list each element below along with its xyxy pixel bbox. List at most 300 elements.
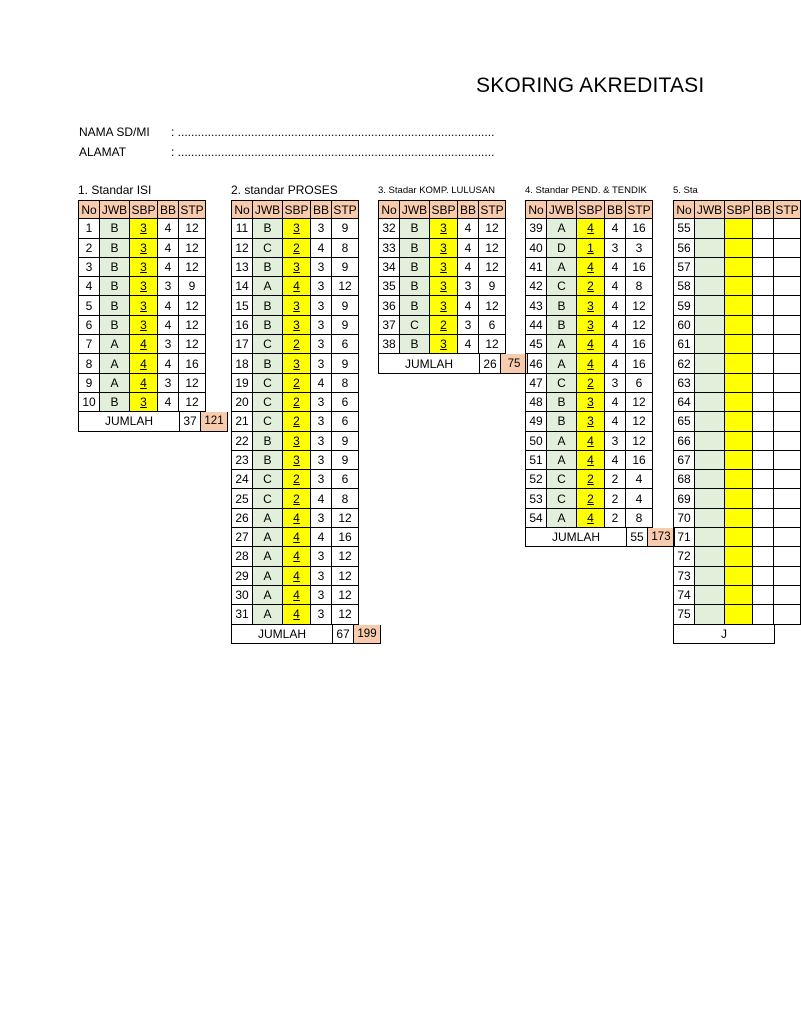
- cell-sbp: [130, 335, 158, 354]
- table-row: [525, 451, 675, 470]
- cell-sbp: [725, 489, 753, 508]
- header-row: [525, 200, 675, 219]
- cell-stp: 16: [626, 258, 653, 277]
- sbp-value: 3: [440, 298, 447, 313]
- cell-jwb: A: [253, 586, 283, 605]
- cell-stp: [774, 605, 801, 624]
- cell-sbp: [430, 335, 458, 354]
- cell-stp: 12: [479, 239, 506, 258]
- sbp-value: 2: [293, 375, 300, 390]
- jumlah-bb: 37: [180, 412, 201, 431]
- sbp-value: 2: [440, 317, 447, 332]
- cell-bb: 3: [311, 296, 332, 315]
- cell-bb: 4: [458, 335, 479, 354]
- cell-stp: 9: [179, 277, 206, 296]
- sbp-value: 3: [293, 298, 300, 313]
- cell-sbp: [283, 528, 311, 547]
- table-row: [231, 374, 381, 393]
- cell-no: 7: [78, 335, 100, 354]
- header-no: No: [378, 200, 400, 219]
- cell-sbp: [577, 509, 605, 528]
- sbp-value: 3: [140, 317, 147, 332]
- header-stp: STP: [179, 200, 206, 219]
- cell-sbp: [577, 432, 605, 451]
- cell-bb: [753, 567, 774, 586]
- score-table: [378, 200, 528, 374]
- header-stp: STP: [626, 200, 653, 219]
- table-row: [525, 219, 675, 238]
- cell-sbp: [725, 412, 753, 431]
- cell-sbp: [130, 239, 158, 258]
- sbp-value: 4: [587, 221, 594, 236]
- cell-stp: 12: [179, 316, 206, 335]
- cell-no: 32: [378, 219, 400, 238]
- section-title: 2. standar PROSES: [231, 183, 338, 197]
- sbp-value: 4: [587, 433, 594, 448]
- score-table: [78, 200, 228, 432]
- cell-stp: 12: [179, 239, 206, 258]
- sbp-value: 2: [293, 472, 300, 487]
- cell-no: 68: [673, 470, 695, 489]
- cell-bb: 3: [458, 277, 479, 296]
- cell-jwb: B: [100, 258, 130, 277]
- header-jwb: JWB: [400, 200, 430, 219]
- cell-no: 71: [673, 528, 695, 547]
- cell-bb: 3: [311, 509, 332, 528]
- jumlah-label: J: [673, 625, 775, 644]
- header-sbp: SBP: [430, 200, 458, 219]
- cell-no: 22: [231, 432, 253, 451]
- cell-no: 48: [525, 393, 547, 412]
- page-title: SKORING AKREDITASI: [476, 74, 705, 97]
- cell-bb: 3: [311, 219, 332, 238]
- cell-no: 18: [231, 354, 253, 373]
- table-row: [673, 219, 801, 238]
- cell-sbp: [283, 277, 311, 296]
- cell-no: 46: [525, 354, 547, 373]
- cell-stp: 12: [332, 586, 359, 605]
- jumlah-stp: 199: [354, 625, 381, 644]
- cell-no: 58: [673, 277, 695, 296]
- table-row: [78, 296, 228, 315]
- cell-stp: 12: [179, 393, 206, 412]
- sbp-value: 4: [587, 510, 594, 525]
- cell-jwb: B: [100, 277, 130, 296]
- table-row: [231, 393, 381, 412]
- table-row: [78, 374, 228, 393]
- header-sbp: SBP: [130, 200, 158, 219]
- sbp-value: 3: [293, 356, 300, 371]
- cell-sbp: [577, 393, 605, 412]
- cell-bb: 3: [311, 354, 332, 373]
- sbp-value: 3: [293, 317, 300, 332]
- cell-jwb: [695, 354, 725, 373]
- cell-bb: 3: [311, 547, 332, 566]
- cell-bb: [753, 489, 774, 508]
- cell-sbp: [725, 509, 753, 528]
- cell-no: 23: [231, 451, 253, 470]
- cell-jwb: A: [100, 335, 130, 354]
- table-row: [378, 239, 528, 258]
- jumlah-bb: 26: [480, 354, 501, 373]
- cell-stp: 4: [626, 489, 653, 508]
- cell-stp: 12: [479, 219, 506, 238]
- cell-bb: 4: [458, 296, 479, 315]
- sbp-value: 4: [293, 588, 300, 603]
- sbp-value: 2: [587, 279, 594, 294]
- cell-jwb: C: [547, 374, 577, 393]
- cell-bb: 3: [311, 258, 332, 277]
- cell-bb: [753, 219, 774, 238]
- cell-jwb: [695, 277, 725, 296]
- cell-no: 57: [673, 258, 695, 277]
- cell-stp: 9: [332, 219, 359, 238]
- cell-jwb: B: [400, 277, 430, 296]
- cell-jwb: A: [547, 451, 577, 470]
- cell-jwb: B: [400, 258, 430, 277]
- sbp-value: 3: [587, 395, 594, 410]
- sbp-value: 3: [140, 395, 147, 410]
- header-jwb: JWB: [547, 200, 577, 219]
- header-bb: BB: [458, 200, 479, 219]
- table-row: [231, 470, 381, 489]
- cell-bb: 4: [158, 258, 179, 277]
- cell-bb: 4: [605, 316, 626, 335]
- cell-no: 29: [231, 567, 253, 586]
- sbp-value: 2: [293, 414, 300, 429]
- table-row: [525, 335, 675, 354]
- cell-bb: [753, 316, 774, 335]
- cell-jwb: [695, 547, 725, 566]
- sbp-value: 3: [140, 279, 147, 294]
- cell-no: 33: [378, 239, 400, 258]
- table-row: [525, 393, 675, 412]
- jumlah-bb: 55: [627, 528, 648, 547]
- cell-sbp: [725, 586, 753, 605]
- cell-bb: 3: [311, 335, 332, 354]
- score-table: [673, 200, 801, 644]
- cell-stp: 6: [332, 470, 359, 489]
- cell-no: 11: [231, 219, 253, 238]
- header-stp: STP: [479, 200, 506, 219]
- cell-no: 12: [231, 239, 253, 258]
- cell-jwb: [695, 567, 725, 586]
- table-row: [231, 586, 381, 605]
- cell-stp: 12: [179, 296, 206, 315]
- cell-no: 14: [231, 277, 253, 296]
- section-title: 4. Standar PEND. & TENDIK: [525, 185, 647, 196]
- table-row: [525, 374, 675, 393]
- cell-bb: 4: [605, 412, 626, 431]
- sbp-value: 4: [140, 356, 147, 371]
- cell-no: 72: [673, 547, 695, 566]
- cell-no: 54: [525, 509, 547, 528]
- cell-no: 31: [231, 605, 253, 624]
- cell-bb: [753, 470, 774, 489]
- cell-bb: 3: [311, 451, 332, 470]
- cell-no: 43: [525, 296, 547, 315]
- cell-jwb: C: [547, 277, 577, 296]
- cell-sbp: [283, 451, 311, 470]
- header-stp: STP: [332, 200, 359, 219]
- cell-sbp: [577, 239, 605, 258]
- cell-sbp: [130, 296, 158, 315]
- table-row: [673, 374, 801, 393]
- cell-no: 50: [525, 432, 547, 451]
- table-row: [525, 316, 675, 335]
- cell-stp: [774, 316, 801, 335]
- cell-sbp: [725, 528, 753, 547]
- cell-sbp: [283, 605, 311, 624]
- cell-no: 15: [231, 296, 253, 315]
- cell-jwb: C: [253, 412, 283, 431]
- header-no: No: [525, 200, 547, 219]
- table-row: [673, 393, 801, 412]
- table-row: [673, 528, 801, 547]
- cell-stp: 12: [332, 277, 359, 296]
- cell-sbp: [283, 354, 311, 373]
- alamat-value: : ...............................................................................................: [171, 145, 495, 159]
- cell-jwb: [695, 412, 725, 431]
- cell-stp: [774, 219, 801, 238]
- cell-bb: 4: [158, 354, 179, 373]
- table-row: [525, 239, 675, 258]
- cell-sbp: [130, 316, 158, 335]
- cell-stp: 8: [626, 277, 653, 296]
- cell-sbp: [577, 374, 605, 393]
- cell-no: 38: [378, 335, 400, 354]
- sbp-value: 4: [293, 549, 300, 564]
- cell-bb: 4: [605, 296, 626, 315]
- cell-stp: 6: [332, 393, 359, 412]
- cell-jwb: A: [100, 354, 130, 373]
- table-row: [525, 296, 675, 315]
- cell-sbp: [283, 335, 311, 354]
- cell-bb: 4: [311, 528, 332, 547]
- table-row: [673, 489, 801, 508]
- header-bb: BB: [158, 200, 179, 219]
- cell-stp: 12: [626, 432, 653, 451]
- cell-stp: [774, 489, 801, 508]
- sbp-value: 3: [440, 240, 447, 255]
- cell-bb: 2: [605, 509, 626, 528]
- cell-stp: [774, 296, 801, 315]
- cell-bb: [753, 374, 774, 393]
- cell-sbp: [577, 296, 605, 315]
- cell-stp: 16: [626, 354, 653, 373]
- header-bb: BB: [605, 200, 626, 219]
- cell-no: 36: [378, 296, 400, 315]
- cell-bb: 4: [458, 239, 479, 258]
- cell-no: 1: [78, 219, 100, 238]
- cell-bb: [753, 393, 774, 412]
- cell-stp: 12: [479, 296, 506, 315]
- cell-no: 30: [231, 586, 253, 605]
- cell-jwb: B: [400, 296, 430, 315]
- sbp-value: 3: [440, 260, 447, 275]
- cell-jwb: C: [253, 239, 283, 258]
- cell-sbp: [283, 239, 311, 258]
- table-row: [78, 219, 228, 238]
- cell-stp: 12: [626, 412, 653, 431]
- cell-sbp: [577, 412, 605, 431]
- cell-bb: 3: [158, 277, 179, 296]
- cell-sbp: [577, 219, 605, 238]
- cell-stp: 9: [332, 316, 359, 335]
- sbp-value: 3: [140, 298, 147, 313]
- cell-bb: 3: [605, 432, 626, 451]
- cell-sbp: [130, 374, 158, 393]
- cell-stp: [774, 509, 801, 528]
- header-bb: BB: [753, 200, 774, 219]
- cell-no: 69: [673, 489, 695, 508]
- cell-jwb: [695, 393, 725, 412]
- sbp-value: 2: [293, 395, 300, 410]
- cell-stp: 9: [332, 432, 359, 451]
- cell-sbp: [725, 470, 753, 489]
- header-stp: STP: [774, 200, 801, 219]
- jumlah-stp: 75: [501, 354, 528, 373]
- table-row: [673, 258, 801, 277]
- cell-no: 2: [78, 239, 100, 258]
- cell-no: 5: [78, 296, 100, 315]
- cell-sbp: [283, 316, 311, 335]
- cell-bb: 4: [158, 296, 179, 315]
- cell-sbp: [283, 432, 311, 451]
- cell-stp: [774, 432, 801, 451]
- score-table: [525, 200, 675, 547]
- cell-jwb: C: [253, 374, 283, 393]
- cell-jwb: B: [400, 219, 430, 238]
- cell-sbp: [577, 277, 605, 296]
- table-row: [231, 354, 381, 373]
- cell-jwb: B: [253, 296, 283, 315]
- table-row: [673, 470, 801, 489]
- cell-sbp: [430, 277, 458, 296]
- table-row: [231, 239, 381, 258]
- cell-sbp: [725, 335, 753, 354]
- cell-bb: 3: [605, 239, 626, 258]
- table-row: [673, 335, 801, 354]
- cell-sbp: [283, 586, 311, 605]
- cell-jwb: C: [253, 393, 283, 412]
- table-row: [231, 547, 381, 566]
- cell-no: 65: [673, 412, 695, 431]
- header-sbp: SBP: [577, 200, 605, 219]
- header-jwb: JWB: [695, 200, 725, 219]
- cell-stp: 6: [626, 374, 653, 393]
- cell-sbp: [725, 316, 753, 335]
- cell-jwb: D: [547, 239, 577, 258]
- table-row: [673, 316, 801, 335]
- sbp-value: 3: [587, 298, 594, 313]
- cell-bb: [753, 296, 774, 315]
- cell-stp: 9: [479, 277, 506, 296]
- section-title: 1. Standar ISI: [78, 183, 152, 197]
- cell-bb: 3: [311, 432, 332, 451]
- cell-bb: 3: [311, 277, 332, 296]
- cell-no: 25: [231, 489, 253, 508]
- alamat-label: ALAMAT: [79, 145, 127, 159]
- cell-no: 6: [78, 316, 100, 335]
- table-row: [673, 277, 801, 296]
- header-row: [231, 200, 381, 219]
- cell-bb: 4: [311, 239, 332, 258]
- cell-no: 59: [673, 296, 695, 315]
- cell-jwb: [695, 432, 725, 451]
- cell-stp: 9: [332, 296, 359, 315]
- cell-sbp: [283, 509, 311, 528]
- cell-bb: 3: [311, 605, 332, 624]
- cell-stp: [774, 277, 801, 296]
- sbp-value: 2: [293, 337, 300, 352]
- nama-value: : ...............................................................................................: [171, 125, 495, 139]
- cell-sbp: [725, 258, 753, 277]
- section-title: 5. Sta: [673, 185, 698, 196]
- cell-no: 61: [673, 335, 695, 354]
- cell-jwb: [695, 239, 725, 258]
- cell-no: 28: [231, 547, 253, 566]
- table-row: [78, 239, 228, 258]
- cell-stp: 12: [179, 374, 206, 393]
- cell-sbp: [577, 354, 605, 373]
- cell-jwb: B: [100, 219, 130, 238]
- cell-stp: [774, 239, 801, 258]
- cell-sbp: [577, 470, 605, 489]
- cell-jwb: [695, 316, 725, 335]
- table-row: [525, 354, 675, 373]
- header-sbp: SBP: [725, 200, 753, 219]
- cell-jwb: A: [253, 509, 283, 528]
- table-row: [231, 509, 381, 528]
- table-row: [78, 258, 228, 277]
- cell-bb: 4: [458, 258, 479, 277]
- cell-jwb: C: [253, 470, 283, 489]
- cell-no: 17: [231, 335, 253, 354]
- cell-no: 51: [525, 451, 547, 470]
- jumlah-stp: 173: [648, 528, 675, 547]
- sbp-value: 2: [587, 472, 594, 487]
- cell-jwb: B: [547, 316, 577, 335]
- cell-jwb: [695, 258, 725, 277]
- cell-jwb: A: [253, 277, 283, 296]
- cell-stp: [774, 567, 801, 586]
- header-jwb: JWB: [100, 200, 130, 219]
- cell-no: 63: [673, 374, 695, 393]
- header-no: No: [673, 200, 695, 219]
- cell-bb: [753, 432, 774, 451]
- sbp-value: 2: [293, 240, 300, 255]
- cell-no: 34: [378, 258, 400, 277]
- table-row: [673, 412, 801, 431]
- cell-sbp: [725, 239, 753, 258]
- sbp-value: 3: [440, 221, 447, 236]
- cell-no: 66: [673, 432, 695, 451]
- header-bb: BB: [311, 200, 332, 219]
- cell-bb: 4: [311, 489, 332, 508]
- cell-sbp: [725, 296, 753, 315]
- cell-bb: 4: [158, 239, 179, 258]
- cell-sbp: [283, 470, 311, 489]
- sbp-value: 2: [587, 491, 594, 506]
- sbp-value: 4: [293, 568, 300, 583]
- cell-stp: [774, 470, 801, 489]
- cell-stp: 6: [332, 335, 359, 354]
- cell-no: 24: [231, 470, 253, 489]
- cell-sbp: [430, 316, 458, 335]
- cell-sbp: [430, 219, 458, 238]
- header-no: No: [231, 200, 253, 219]
